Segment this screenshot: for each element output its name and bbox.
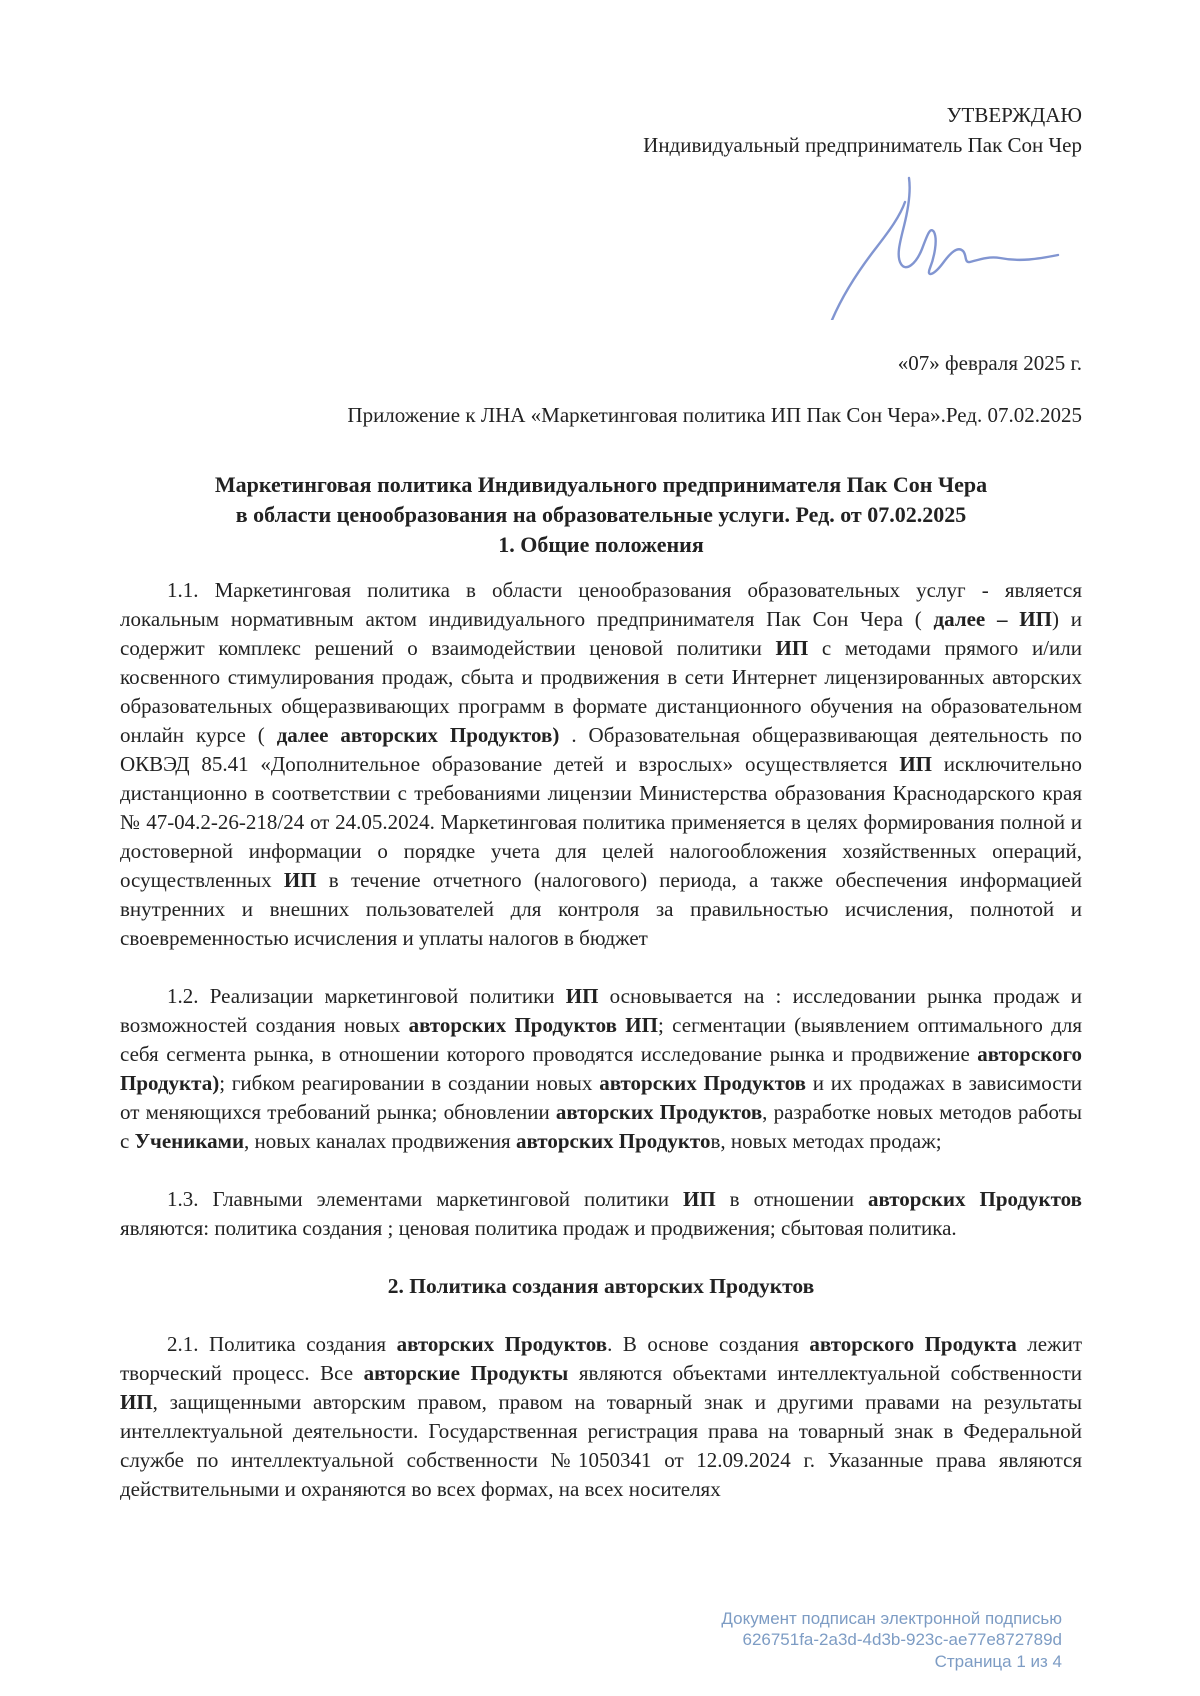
section-heading-2: 2. Политика создания авторских Продуктов [387,1274,815,1298]
handwritten-signature-icon [818,174,1060,320]
section-heading-1: 1. Общие положения [498,532,704,557]
paragraph-1-1: 1.1. Маркетинговая политика в области ценообразования образовательных услуг - является локальным нормативным актом индивидуального предпринимателя Пак Сон Чера ( далее – ИП) и содержит комплекс решений о взаимодействии ценовой политики ИП с методами прямого и/или косвенного стимулирования продаж, сбыта и продвижения в сети Интернет лицензированных авторских образовательных общеразвивающих программ в формате дистанционного обучения на образовательном онлайн курсе ( далее авторских Продуктов) . Образовательная общеразвивающая деятельность по ОКВЭД 85.41 «Дополнительное образование детей и взрослых» осуществляется ИП исключительно дистанционно в соответствии с требованиями лицензии Министерства образования Краснодарского края № 47-04.2-26-218/24 от 24.05.2024. Маркетинговая политика применяется в целях формирования полной и достоверной информации о порядке учета для целей налогообложения хозяйственных операций, осуществленных ИП в течение отчетного (налогового) периода, а также обеспечения информацией внутренних и внешних пользователей для контроля за правильностью исчисления, полнотой и своевременностью исчисления и уплаты налогов в бюджет [120,578,1082,950]
date-line: «07» февраля 2025 г. [897,351,1082,375]
title-line-2: в области ценообразования на образовательные услуги. Ред. от 07.02.2025 [235,502,967,527]
footer-page-number: Страница 1 из 4 [934,1651,1062,1671]
footer [721,1608,1062,1673]
paragraph-1-3: 1.3. Главными элементами маркетинговой политики ИП в отношении авторских Продуктов являются: политика создания ; ценовая политика продаж и продвижения; сбытовая политика. [120,1187,1083,1240]
footer-signature-hash: 626751fa-2a3d-4d3b-923c-ae77e872789d [742,1630,1062,1649]
signature-stroke [832,178,1058,320]
appendix-line: Приложение к ЛНА «Маркетинговая политика ИП Пак Сон Чера».Ред. 07.02.2025 [347,403,1082,427]
paragraph-2-1: 2.1. Политика создания авторских Продуктов. В основе создания авторского Продукта лежит творческий процесс. Все авторские Продукты являются объектами интеллектуальной собственности ИП, защищенными авторским правом, правом на товарный знак и другими правами на результаты интеллектуальной деятельности. Государственная регистрация права на товарный знак в Федеральной службе по интеллектуальной собственности №1050341 от 12.09.2024 г. Указанные права являются действительными и охраняются во всех формах, на всех носителях [120,1332,1082,1501]
approval-block [120,100,1082,160]
footer-signed-label: Документ подписан электронной подписью [721,1608,1062,1628]
signature-area [120,160,1082,342]
paragraph-1-2: 1.2. Реализации маркетинговой политики ИП основывается на : исследовании рынка продаж и возможностей создания новых авторских Продуктов ИП; сегментации (выявлением оптимального для себя сегмента рынка, в отношении которого проводятся исследование рынка и продвижение авторского Продукта); гибком реагировании в создании новых авторских Продуктов и их продажах в зависимости от меняющихся требований рынка; обновлении авторских Продуктов, разработке новых методов работы с Учениками, новых каналах продвижения авторских Продуктов, новых методах продаж; [120,984,1082,1153]
approve-line-1: УТВЕРЖДАЮ [946,103,1082,127]
document-title [120,470,1082,560]
title-line-1: Маркетинговая политика Индивидуального предпринимателя Пак Сон Чера [214,472,988,497]
approve-line-2: Индивидуальный предприниматель Пак Сон Чер [643,133,1082,157]
